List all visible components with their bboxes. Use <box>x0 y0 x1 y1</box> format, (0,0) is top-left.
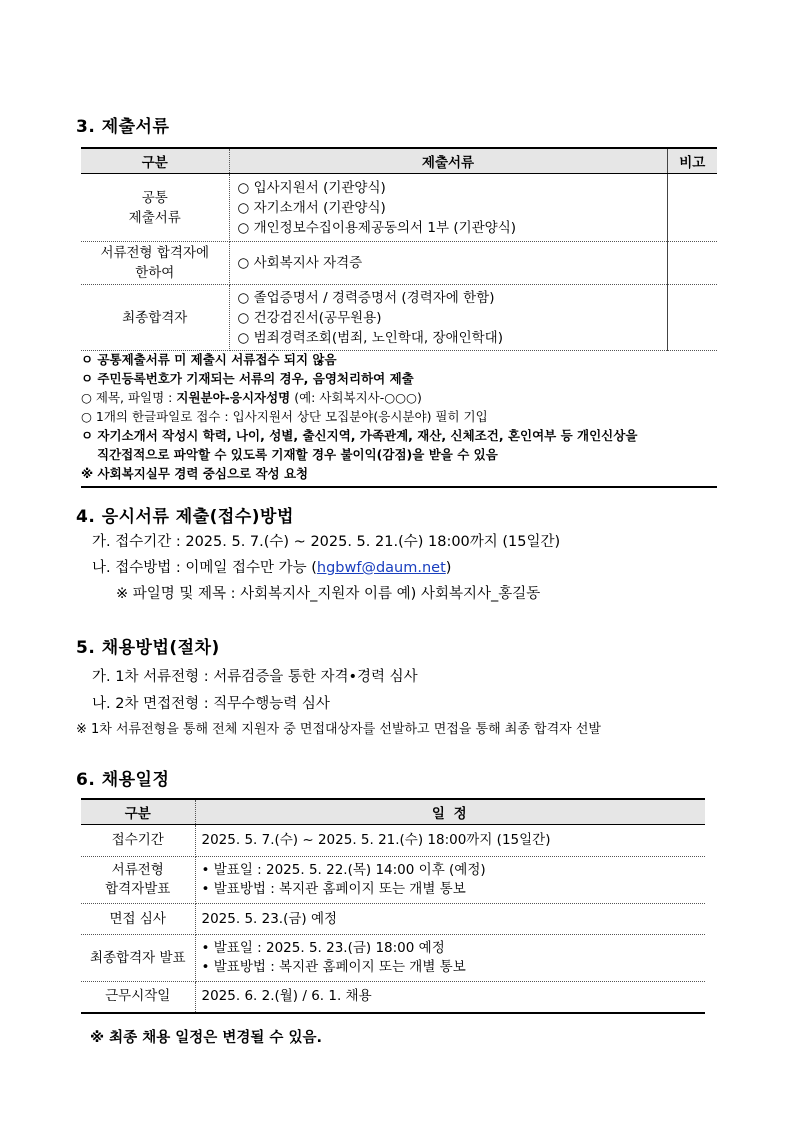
note-text: ○ 제목, 파일명 : <box>81 390 177 405</box>
row-category: 근무시작일 <box>81 982 195 1013</box>
row-category: 접수기간 <box>81 825 195 857</box>
schedule-header-row <box>81 799 705 825</box>
schedule-table <box>81 798 705 1014</box>
row-schedule: 2025. 5. 7.(수) ~ 2025. 5. 21.(수) 18:00까지 (15일간) <box>195 825 705 857</box>
row-category: 면접 심사 <box>81 904 195 935</box>
note-line: ○ 1개의 한글파일로 접수 : 입사지원서 상단 모집분야(응시분야) 필히 기입 <box>81 409 488 424</box>
document-item: ○ 개인정보수집이용제공동의서 1부 (기관양식) <box>237 219 517 236</box>
section6-title: 6. 채용일정 <box>76 770 170 790</box>
row-documents <box>229 174 667 242</box>
filename-note: ※ 파일명 및 제목 : 사회복지사_지원자 이름 예) 사회복지사_홍길동 <box>116 586 541 602</box>
note-line: ㅇ 자기소개서 작성시 학력, 나이, 성별, 출신지역, 가족관계, 재산, 신체조건, 혼인여부 등 개인신상을 <box>81 428 638 443</box>
table-row <box>81 935 705 982</box>
schedule-line: • 발표방법 : 복지관 홈페이지 또는 개별 통보 <box>201 881 466 897</box>
document-item: ○ 범죄경력조회(범죄, 노인학대, 장애인학대) <box>237 329 503 346</box>
row-category <box>81 857 195 904</box>
documents-table <box>81 147 717 351</box>
section4-title: 4. 응시서류 제출(접수)방법 <box>76 507 294 527</box>
header-documents: 제출서류 <box>229 148 667 174</box>
section3-title: 3. 제출서류 <box>76 117 170 137</box>
section5-title: 5. 채용방법(절차) <box>76 638 220 658</box>
row-documents <box>229 242 667 285</box>
category-line: 서류전형 합격자에 <box>100 245 210 261</box>
row-category <box>81 285 229 351</box>
document-item: ○ 졸업증명서 / 경력증명서 (경력자에 한함) <box>237 289 495 306</box>
header-schedule: 일 정 <box>195 799 705 825</box>
note-line <box>81 388 717 407</box>
header-category: 구분 <box>81 148 229 174</box>
application-method <box>92 556 451 577</box>
row-schedule <box>195 857 705 904</box>
row-note <box>667 242 717 285</box>
table-row <box>81 904 705 935</box>
documents-header-row <box>81 148 717 174</box>
category-line: 공통 <box>141 189 168 206</box>
row-schedule <box>195 935 705 982</box>
category-line: 한하여 <box>135 265 175 281</box>
table-row <box>81 857 705 904</box>
schedule-line: • 발표일 : 2025. 5. 22.(목) 14:00 이후 (예정) <box>201 862 486 878</box>
schedule-line: • 발표일 : 2025. 5. 23.(금) 18:00 예정 <box>201 940 445 956</box>
step-interview: 나. 2차 면접전형 : 직무수행능력 심사 <box>92 696 330 712</box>
document-item: ○ 입사지원서 (기관양식) <box>237 179 386 196</box>
category-line: 제출서류 <box>128 209 181 226</box>
method-text: 나. 접수방법 : 이메일 접수만 가능 ( <box>92 560 317 576</box>
schedule-footnote: ※ 최종 채용 일정은 변경될 수 있음. <box>90 1030 322 1046</box>
header-category: 구분 <box>81 799 195 825</box>
application-period: 가. 접수기간 : 2025. 5. 7.(수) ~ 2025. 5. 21.(수) 18:00까지 (15일간) <box>92 534 561 550</box>
table-row <box>81 242 717 285</box>
table-row <box>81 825 705 857</box>
table-row <box>81 982 705 1013</box>
row-category <box>81 242 229 285</box>
note-text: (예: 사회복지사-○○○) <box>290 390 422 405</box>
email-link[interactable]: hgbwf@daum.net <box>316 560 446 576</box>
table-row <box>81 285 717 351</box>
document-item: ○ 사회복지사 자격증 <box>237 255 363 271</box>
note-emphasis: 지원분야-응시자성명 <box>176 390 291 405</box>
method-text: ) <box>445 560 452 576</box>
row-category: 최종합격자 발표 <box>81 935 195 982</box>
document-item: ○ 건강검진서(공무원용) <box>237 309 382 326</box>
submission-notes <box>81 350 717 488</box>
header-note: 비고 <box>667 148 717 174</box>
document-item: ○ 자기소개서 (기관양식) <box>237 199 386 216</box>
step-document-screening: 가. 1차 서류전형 : 서류검증을 통한 자격•경력 심사 <box>92 669 418 685</box>
row-note <box>667 285 717 351</box>
note-line: ※ 사회복지실무 경력 중심으로 작성 요청 <box>81 466 309 481</box>
note-line: 직간접적으로 파악할 수 있도록 기재할 경우 불이익(감점)을 받을 수 있음 <box>97 447 498 462</box>
note-line: ㅇ 공통제출서류 미 제출시 서류접수 되지 않음 <box>81 352 337 367</box>
row-schedule: 2025. 5. 23.(금) 예정 <box>195 904 705 935</box>
schedule-line: • 발표방법 : 복지관 홈페이지 또는 개별 통보 <box>201 959 466 975</box>
row-schedule: 2025. 6. 2.(월) / 6. 1. 채용 <box>201 988 372 1005</box>
category-line: 서류전형 <box>111 862 164 878</box>
category-line: 합격자발표 <box>105 881 171 897</box>
row-note <box>667 174 717 242</box>
note-line: ㅇ 주민등록번호가 기재되는 서류의 경우, 음영처리하여 제출 <box>81 371 414 386</box>
category-line: 최종합격자 <box>122 309 188 326</box>
row-category <box>81 174 229 242</box>
row-documents <box>229 285 667 351</box>
selection-note: ※ 1차 서류전형을 통해 전체 지원자 중 면접대상자를 선발하고 면접을 통해 최종 합격자 선발 <box>76 722 601 737</box>
table-row <box>81 174 717 242</box>
